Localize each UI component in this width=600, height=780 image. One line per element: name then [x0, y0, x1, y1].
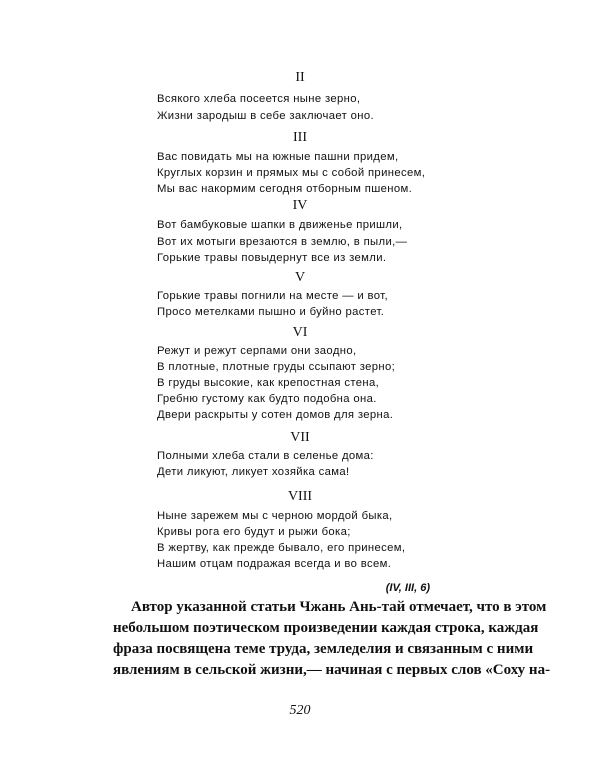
- verse-line: Мы вас накормим сегодня отборным пшеном.: [157, 183, 413, 195]
- verse-line: Горькие травы повыдернут все из земли.: [157, 252, 387, 264]
- verse-line: Режут и режут серпами они заодно,: [157, 345, 357, 357]
- stanza-numeral: VIII: [287, 489, 313, 504]
- paragraph-line: небольшом поэтическом произведении каждая строка, каждая: [113, 620, 539, 636]
- stanza-numeral: V: [294, 270, 306, 285]
- verse-line: Вот бамбуковые шапки в движенье пришли,: [157, 219, 403, 231]
- verse-line: Кривы рога его будут и рыжи бока;: [157, 526, 351, 538]
- page-number: 520: [289, 703, 311, 718]
- verse-line: Гребню густому как будто подобна она.: [157, 393, 377, 405]
- verse-line: В жертву, как прежде бывало, его принесем,: [157, 542, 406, 554]
- verse-line: Всякого хлеба посеется ныне зерно,: [157, 93, 361, 105]
- poem-source-reference: (IV, III, 6): [385, 582, 430, 594]
- stanza-numeral: II: [295, 70, 305, 85]
- stanza-numeral: VI: [292, 325, 308, 340]
- paragraph-line: Автор указанной статьи Чжань Ань-тай отмечает, что в этом: [131, 599, 547, 615]
- paragraph-line: явлениям в сельской жизни,— начиная с первых слов «Соху на-: [113, 662, 551, 678]
- verse-line: Горькие травы погнили на месте — и вот,: [157, 290, 388, 302]
- verse-line: Дети ликуют, ликует хозяйка сама!: [157, 466, 350, 478]
- verse-line: В груды высокие, как крепостная стена,: [157, 377, 380, 389]
- stanza-numeral: VII: [290, 430, 310, 445]
- verse-line: В плотные, плотные груды ссыпают зерно;: [157, 361, 396, 373]
- verse-line: Ныне зарежем мы с черною мордой быка,: [157, 510, 393, 522]
- verse-line: Вас повидать мы на южные пашни придем,: [157, 151, 399, 163]
- verse-line: Двери раскрыты у сотен домов для зерна.: [157, 409, 394, 421]
- verse-line: Вот их мотыги врезаются в землю, в пыли,—: [157, 236, 408, 248]
- verse-line: Нашим отцам подражая всегда и во всем.: [157, 558, 392, 570]
- verse-line: Просо метелками пышно и буйно растет.: [157, 306, 385, 318]
- verse-line: Жизни зародыш в себе заключает оно.: [157, 110, 374, 122]
- verse-line: Круглых корзин и прямых мы с собой принесем,: [157, 167, 426, 179]
- paragraph-line: фраза посвящена теме труда, земледелия и связанным с ними: [113, 641, 534, 657]
- verse-line: Полными хлеба стали в селенье дома:: [157, 450, 374, 462]
- stanza-numeral: III: [293, 130, 307, 145]
- stanza-numeral: IV: [292, 198, 308, 213]
